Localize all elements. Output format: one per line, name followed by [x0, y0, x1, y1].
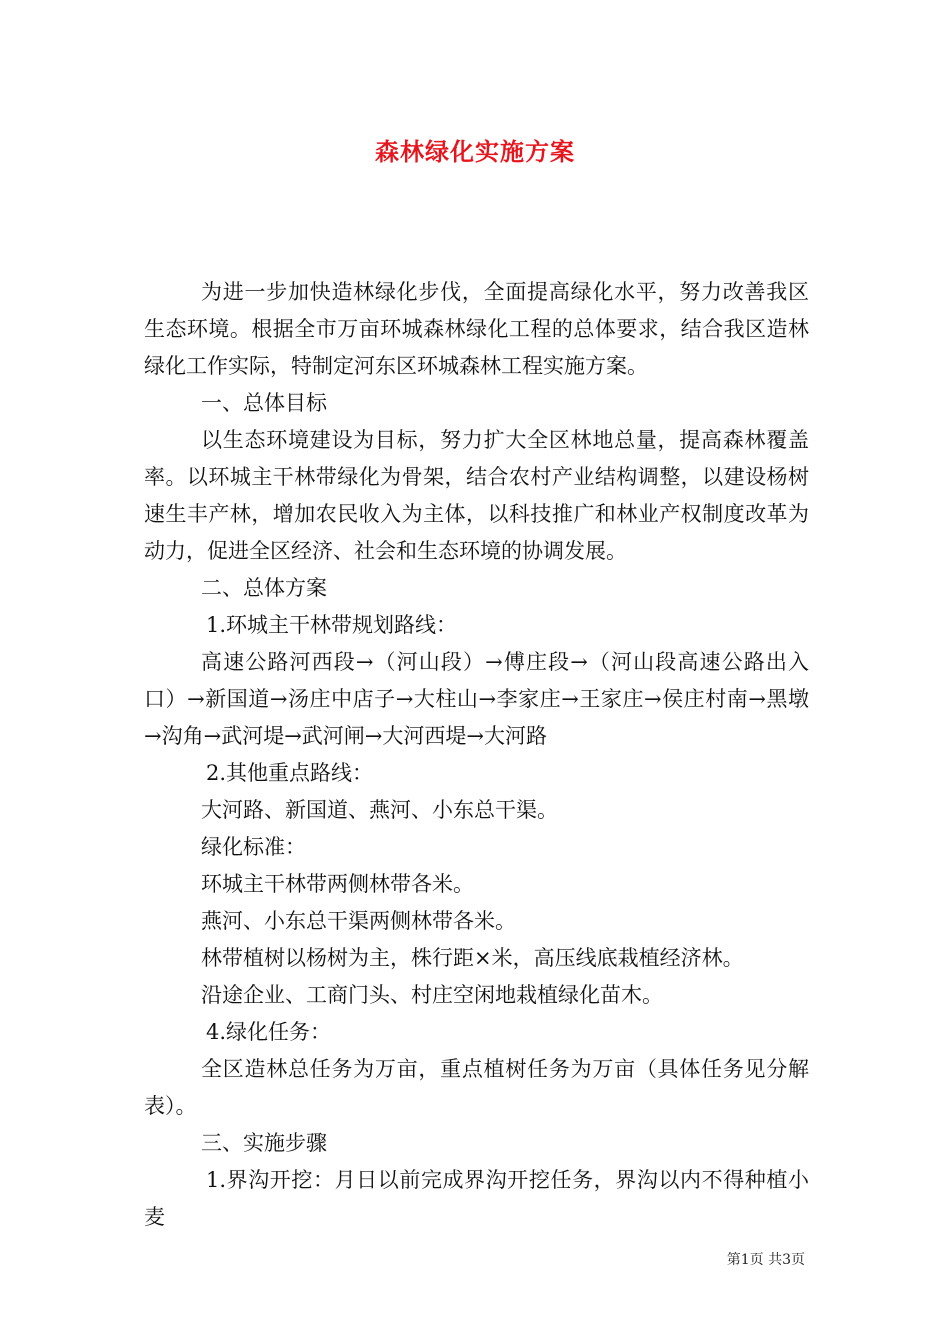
- subheading-main-route: 1.环城主干林带规划路线：: [206, 613, 458, 637]
- document-title: 森林绿化实施方案: [375, 137, 575, 166]
- section-heading-goals: 一、总体目标: [201, 391, 327, 415]
- main-route-paragraph: 高速公路河西段→（河山段）→傅庄段→（河山段高速公路出入口）→新国道→汤庄中店子→大柱山→李家庄→王家庄→侯庄村南→黑墩→沟角→武河堤→武河闸→大河西堤→大河路: [144, 650, 809, 748]
- intro-paragraph: 为进一步加快造林绿化步伐，全面提高绿化水平，努力改善我区生态环境。根据全市万亩环城森林绿化工程的总体要求，结合我区造林绿化工作实际，特制定河东区环城森林工程实施方案。: [144, 280, 809, 378]
- step-1-paragraph: 1.界沟开挖：月日以前完成界沟开挖任务，界沟以内不得种植小麦: [144, 1168, 809, 1229]
- document-body: [144, 274, 809, 1236]
- goals-paragraph: 以生态环境建设为目标，努力扩大全区林地总量，提高森林覆盖率。以环城主干林带绿化为骨架，结合农村产业结构调整，以建设杨树速生丰产林，增加农民收入为主体，以科技推广和林业产权制度改革为动力，促进全区经济、社会和生态环境的协调发展。: [144, 428, 809, 563]
- section-heading-steps: 三、实施步骤: [201, 1131, 327, 1155]
- standard-line-2: 燕河、小东总干渠两侧林带各米。: [201, 909, 516, 933]
- subheading-tasks: 4.绿化任务：: [206, 1020, 332, 1044]
- other-routes-paragraph: 大河路、新国道、燕河、小东总干渠。: [201, 798, 558, 822]
- tasks-paragraph: 全区造林总任务为万亩，重点植树任务为万亩（具体任务见分解表）。: [144, 1057, 809, 1118]
- page-number-footer: 第1页 共3页: [726, 1252, 805, 1268]
- section-heading-plan: 二、总体方案: [201, 576, 327, 600]
- subheading-other-routes: 2.其他重点路线：: [206, 761, 374, 785]
- standard-line-4: 沿途企业、工商门头、村庄空闲地栽植绿化苗木。: [201, 983, 663, 1007]
- greening-standard-label: 绿化标准：: [201, 835, 306, 859]
- standard-line-1: 环城主干林带两侧林带各米。: [201, 872, 474, 896]
- standard-line-3: 林带植树以杨树为主，株行距×米，高压线底栽植经济林。: [201, 946, 744, 970]
